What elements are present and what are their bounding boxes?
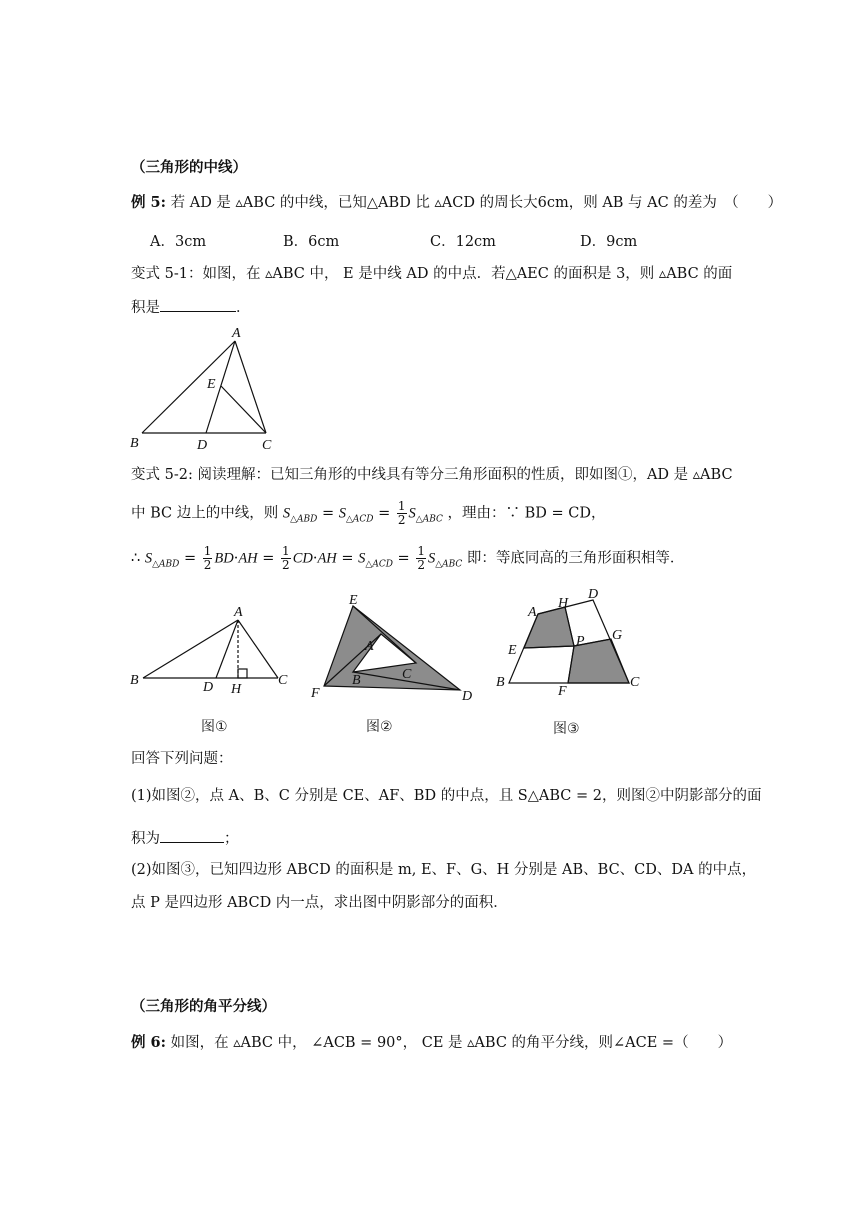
label-c: C: [262, 438, 272, 453]
example-6-text: 如图，在 ▵ABC 中， ∠ACB = 90°， CE 是 ▵ABC 的角平分线，则∠ACE =（ ）: [170, 1035, 733, 1051]
fig1-label-h: H: [231, 682, 242, 697]
option-b: B．6cm: [283, 234, 340, 250]
answer-blank: [160, 297, 236, 312]
example-6: [131, 1033, 732, 1053]
question-1-suffix: ；: [224, 831, 239, 847]
example-5-text: 若 AD 是 ▵ABC 的中线，已知△ABD 比 ▵ACD 的周长大6cm，则 AB 与 AC 的差为 （ ）: [170, 195, 783, 211]
fig2-label-d: D: [462, 689, 473, 704]
fraction-half: $\frac{1}{2}$: [282, 544, 290, 572]
variant-5-2-line1: 变式 5-2: 阅读理解：已知三角形的中线具有等分三角形面积的性质，即如图①，AD 是 ▵ABC: [131, 467, 733, 483]
fig2-label-c: C: [402, 667, 412, 682]
fraction-half: $\frac{1}{2}$: [417, 544, 425, 572]
option-a: A．3cm: [150, 234, 207, 250]
fig2-label-f: F: [311, 686, 320, 701]
variant-5-2-prefix: 中 BC 边上的中线，则: [131, 505, 279, 522]
fig1-label-c: C: [278, 673, 288, 688]
segment-ec: [221, 386, 266, 433]
fig3-label-c: C: [630, 675, 640, 690]
questions-intro: 回答下列问题：: [131, 751, 233, 767]
caption-fig2: 图②: [366, 719, 393, 735]
fraction-half: $\frac{1}{2}$: [203, 544, 212, 572]
question-2-line2: 点 P 是四边形 ABCD 内一点，求出图中阴影部分的面积．: [131, 895, 508, 911]
fig3-label-d: D: [588, 587, 599, 602]
fig3-label-f: F: [558, 684, 567, 699]
fig3-label-g: G: [612, 628, 623, 643]
figure-2: [305, 590, 480, 705]
section-heading-median: （三角形的中线）: [131, 159, 247, 176]
fig3-label-h: H: [558, 596, 569, 611]
fig3-label-p: P: [576, 634, 585, 649]
label-a: A: [232, 326, 241, 341]
fig2-label-b: B: [352, 673, 361, 688]
fraction-half: $\frac{1}{2}$: [397, 499, 406, 527]
figure-3: [490, 583, 650, 703]
caption-fig3: 图③: [553, 721, 580, 737]
variant-5-1-line2: [131, 297, 251, 318]
example-6-label: 例 6:: [131, 1034, 166, 1051]
caption-fig1: 图①: [201, 719, 228, 735]
example-5: [131, 193, 782, 213]
fig3-label-b: B: [496, 675, 505, 690]
question-1-line2: [131, 828, 239, 849]
fig3-label-e: E: [508, 643, 517, 658]
fig1-label-d: D: [203, 680, 214, 695]
fig1-label-b: B: [130, 673, 139, 688]
variant-5-1-suffix: ．: [236, 300, 251, 316]
question-1-line1: (1)如图②，点 A、B、C 分别是 CE、AF、BD 的中点，且 S△ABC = 2，则图②中阴影部分的面: [131, 788, 762, 804]
question-2-line1: (2)如图③，已知四边形 ABCD 的面积是 m, E、F、G、H 分别是 AB、BC、CD、DA 的中点，: [131, 862, 757, 878]
answer-blank: [160, 828, 224, 843]
figure-5-1: [125, 322, 285, 454]
variant-5-2-line2: 中 BC 边上的中线，则 $S_{\triangle ABD} = S_{\triangle ACD}$ = $\frac{1}{2}$ $S_{\triangle ABC}$ ，理由：∵ BD = CD，: [131, 499, 606, 527]
figure-1: [128, 603, 293, 698]
section-heading-bisector: （三角形的角平分线）: [131, 998, 276, 1015]
label-b: B: [130, 436, 139, 451]
label-e: E: [207, 377, 216, 392]
variant-5-1-prefix: 积是: [131, 300, 160, 316]
variant-5-2-line3: ∴ $S_{\triangle ABD}$ = $\frac{1}{2}$ BD·AH = $\frac{1}{2}$ $CD\cdot AH = S_{\triangle ACD}$ = $\frac{1}{2}$ $S_{\triangle ABC}$ 即：等底同高的三角形面积相等．: [131, 544, 685, 572]
fig3-label-a: A: [528, 605, 537, 620]
question-1-prefix: 积为: [131, 831, 160, 847]
fig2-label-e: E: [349, 593, 358, 608]
option-c: C．12cm: [430, 234, 496, 250]
fig2-label-a: A: [365, 639, 374, 654]
example-5-label: 例 5:: [131, 194, 166, 211]
option-d: D．9cm: [580, 234, 638, 250]
variant-5-2-reason: ，理由：∵ BD = CD，: [447, 505, 606, 522]
variant-5-2-conclusion: 即：等底同高的三角形面积相等．: [466, 550, 685, 567]
segment-ac: [235, 341, 266, 433]
label-d: D: [197, 438, 208, 453]
variant-5-1-line1: 变式 5-1：如图，在 ▵ABC 中， E 是中线 AD 的中点．若△AEC 的面积是 3，则 ▵ABC 的面: [131, 266, 733, 282]
fig1-label-a: A: [234, 605, 243, 620]
